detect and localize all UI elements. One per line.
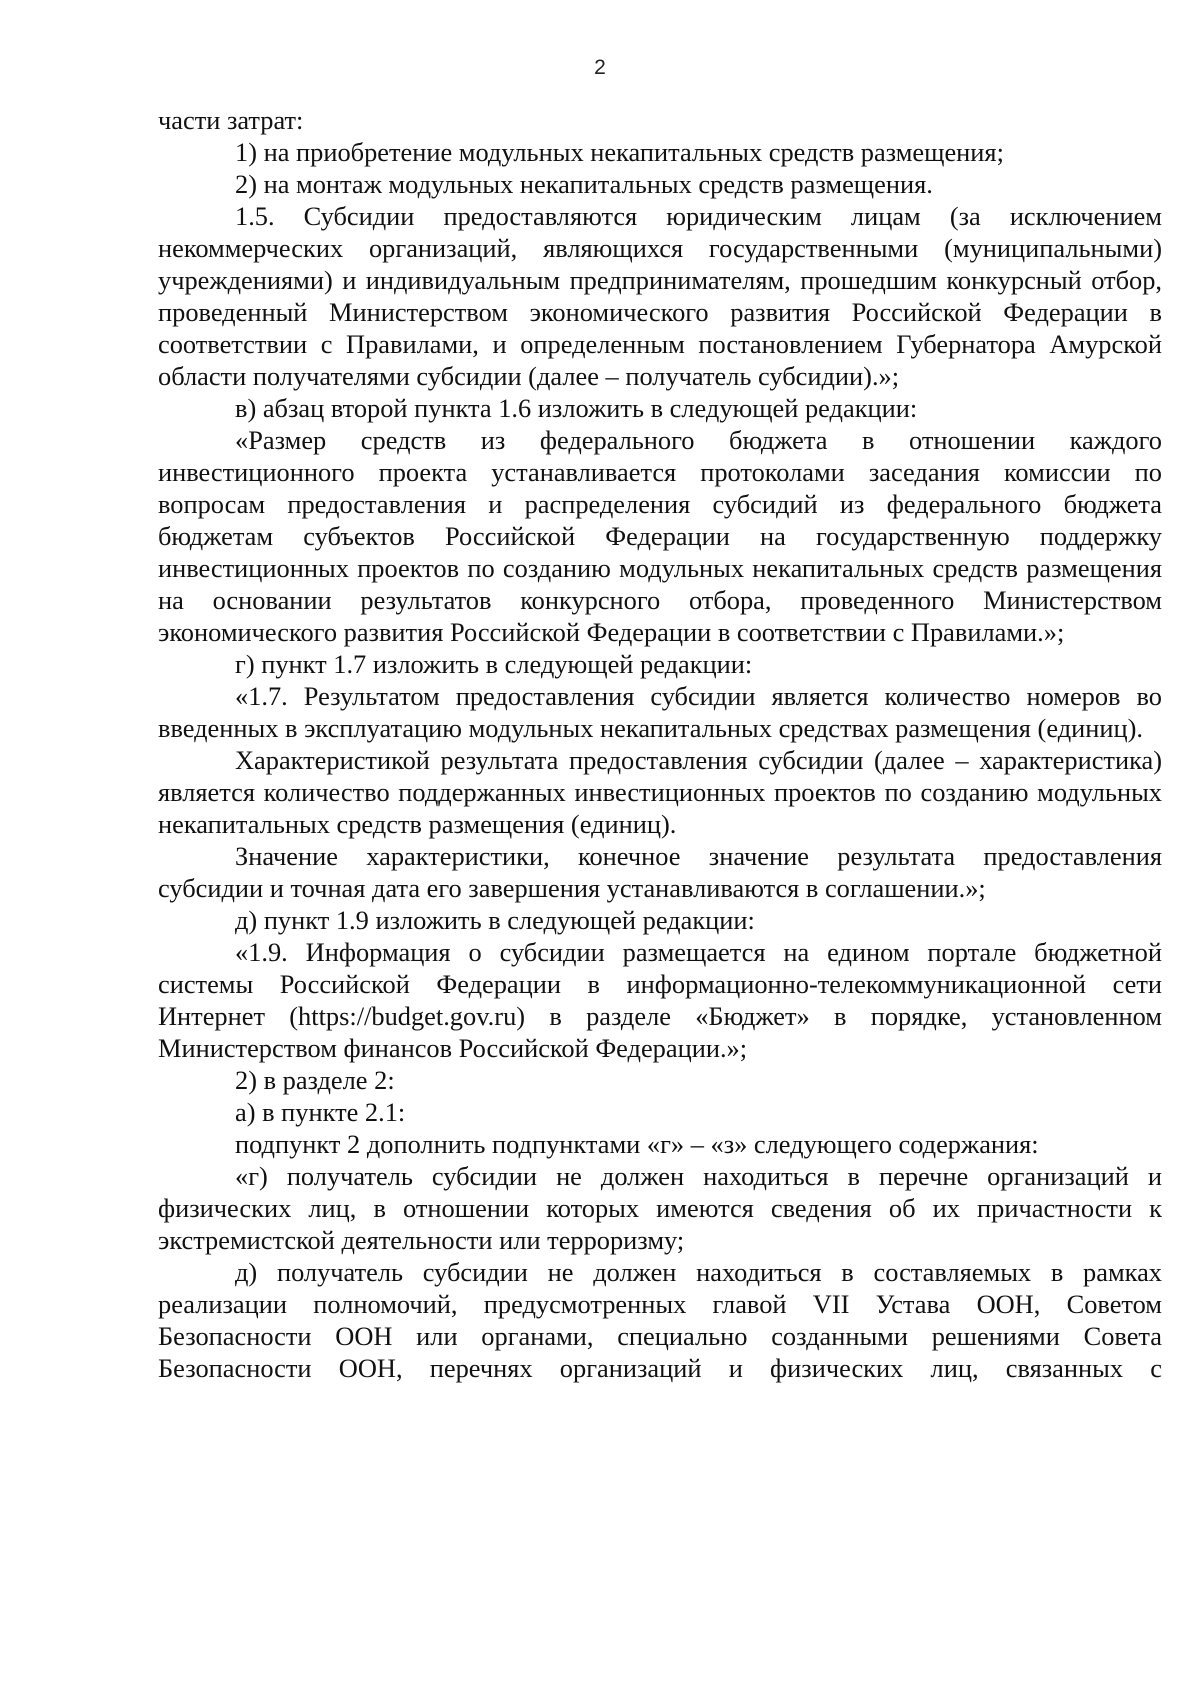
paragraph: а) в пункте 2.1: [235, 1097, 406, 1127]
paragraph: 1) на приобретение модульных некапитальных средств размещения; [235, 137, 1004, 167]
page-number: 2 [594, 56, 606, 79]
paragraph: подпункт 2 дополнить подпунктами «г» – «з» следующего содержания: [235, 1129, 1039, 1159]
paragraph: г) пункт 1.7 изложить в следующей редакции: [235, 649, 753, 679]
paragraph: «г) получатель субсидии не должен находиться в перечне организаций и физических лиц, в отношении которых имеются сведения об их причастности к экстремистской деятельности или терроризму; [158, 1161, 1162, 1255]
paragraph: «1.9. Информация о субсидии размещается на едином портале бюджетной системы Российской Федерации в информационно-телекоммуникационной сети Интернет (https://budget.gov.ru) в разделе «Бюджет» в порядке, установленном Министерством финансов Российской Федерации.»; [158, 937, 1162, 1063]
paragraph: «Размер средств из федерального бюджета в отношении каждого инвестиционного проекта устанавливается протоколами заседания комиссии по вопросам предоставления и распределения субсидий из федерального бюджета бюджетам субъектов Российской Федерации на государственную поддержку инвестиционных проектов по созданию модульных некапитальных средств размещения на основании результатов конкурсного отбора, проведенного Министерством экономического развития Российской Федерации в соответствии с Правилами.»; [158, 425, 1162, 647]
paragraph: 2) в разделе 2: [235, 1065, 395, 1095]
paragraph: 1.5. Субсидии предоставляются юридическим лицам (за исключением некоммерческих организаций, являющихся государственными (муниципальными) учреждениями) и индивидуальным предпринимателям, прошедшим конкурсный отбор, проведенный Министерством экономического развития Российской Федерации в соответствии с Правилами, и определенным постановлением Губернатора Амурской области получателями субсидии (далее – получатель субсидии).»; [158, 201, 1162, 391]
paragraph: д) получатель субсидии не должен находиться в составляемых в рамках реализации полномочий, предусмотренных главой VII Устава ООН, Советом Безопасности ООН или органами, специально созданными решениями Совета Безопасности ООН, перечнях организаций и физических лиц, связанных с [158, 1257, 1162, 1383]
paragraph: 2) на монтаж модульных некапитальных средств размещения. [235, 169, 933, 199]
paragraph: «1.7. Результатом предоставления субсидии является количество номеров во введенных в эксплуатацию модульных некапитальных средствах размещения (единиц). [158, 681, 1162, 743]
paragraph: Значение характеристики, конечное значение результата предоставления субсидии и точная дата его завершения устанавливаются в соглашении.»; [158, 841, 1162, 903]
paragraph: в) абзац второй пункта 1.6 изложить в следующей редакции: [235, 393, 918, 423]
paragraph: д) пункт 1.9 изложить в следующей редакции: [235, 905, 755, 935]
paragraph: Характеристикой результата предоставления субсидии (далее – характеристика) является количество поддержанных инвестиционных проектов по созданию модульных некапитальных средств размещения (единиц). [158, 745, 1162, 839]
paragraph: части затрат: [158, 105, 304, 135]
document-body [158, 104, 1162, 1384]
